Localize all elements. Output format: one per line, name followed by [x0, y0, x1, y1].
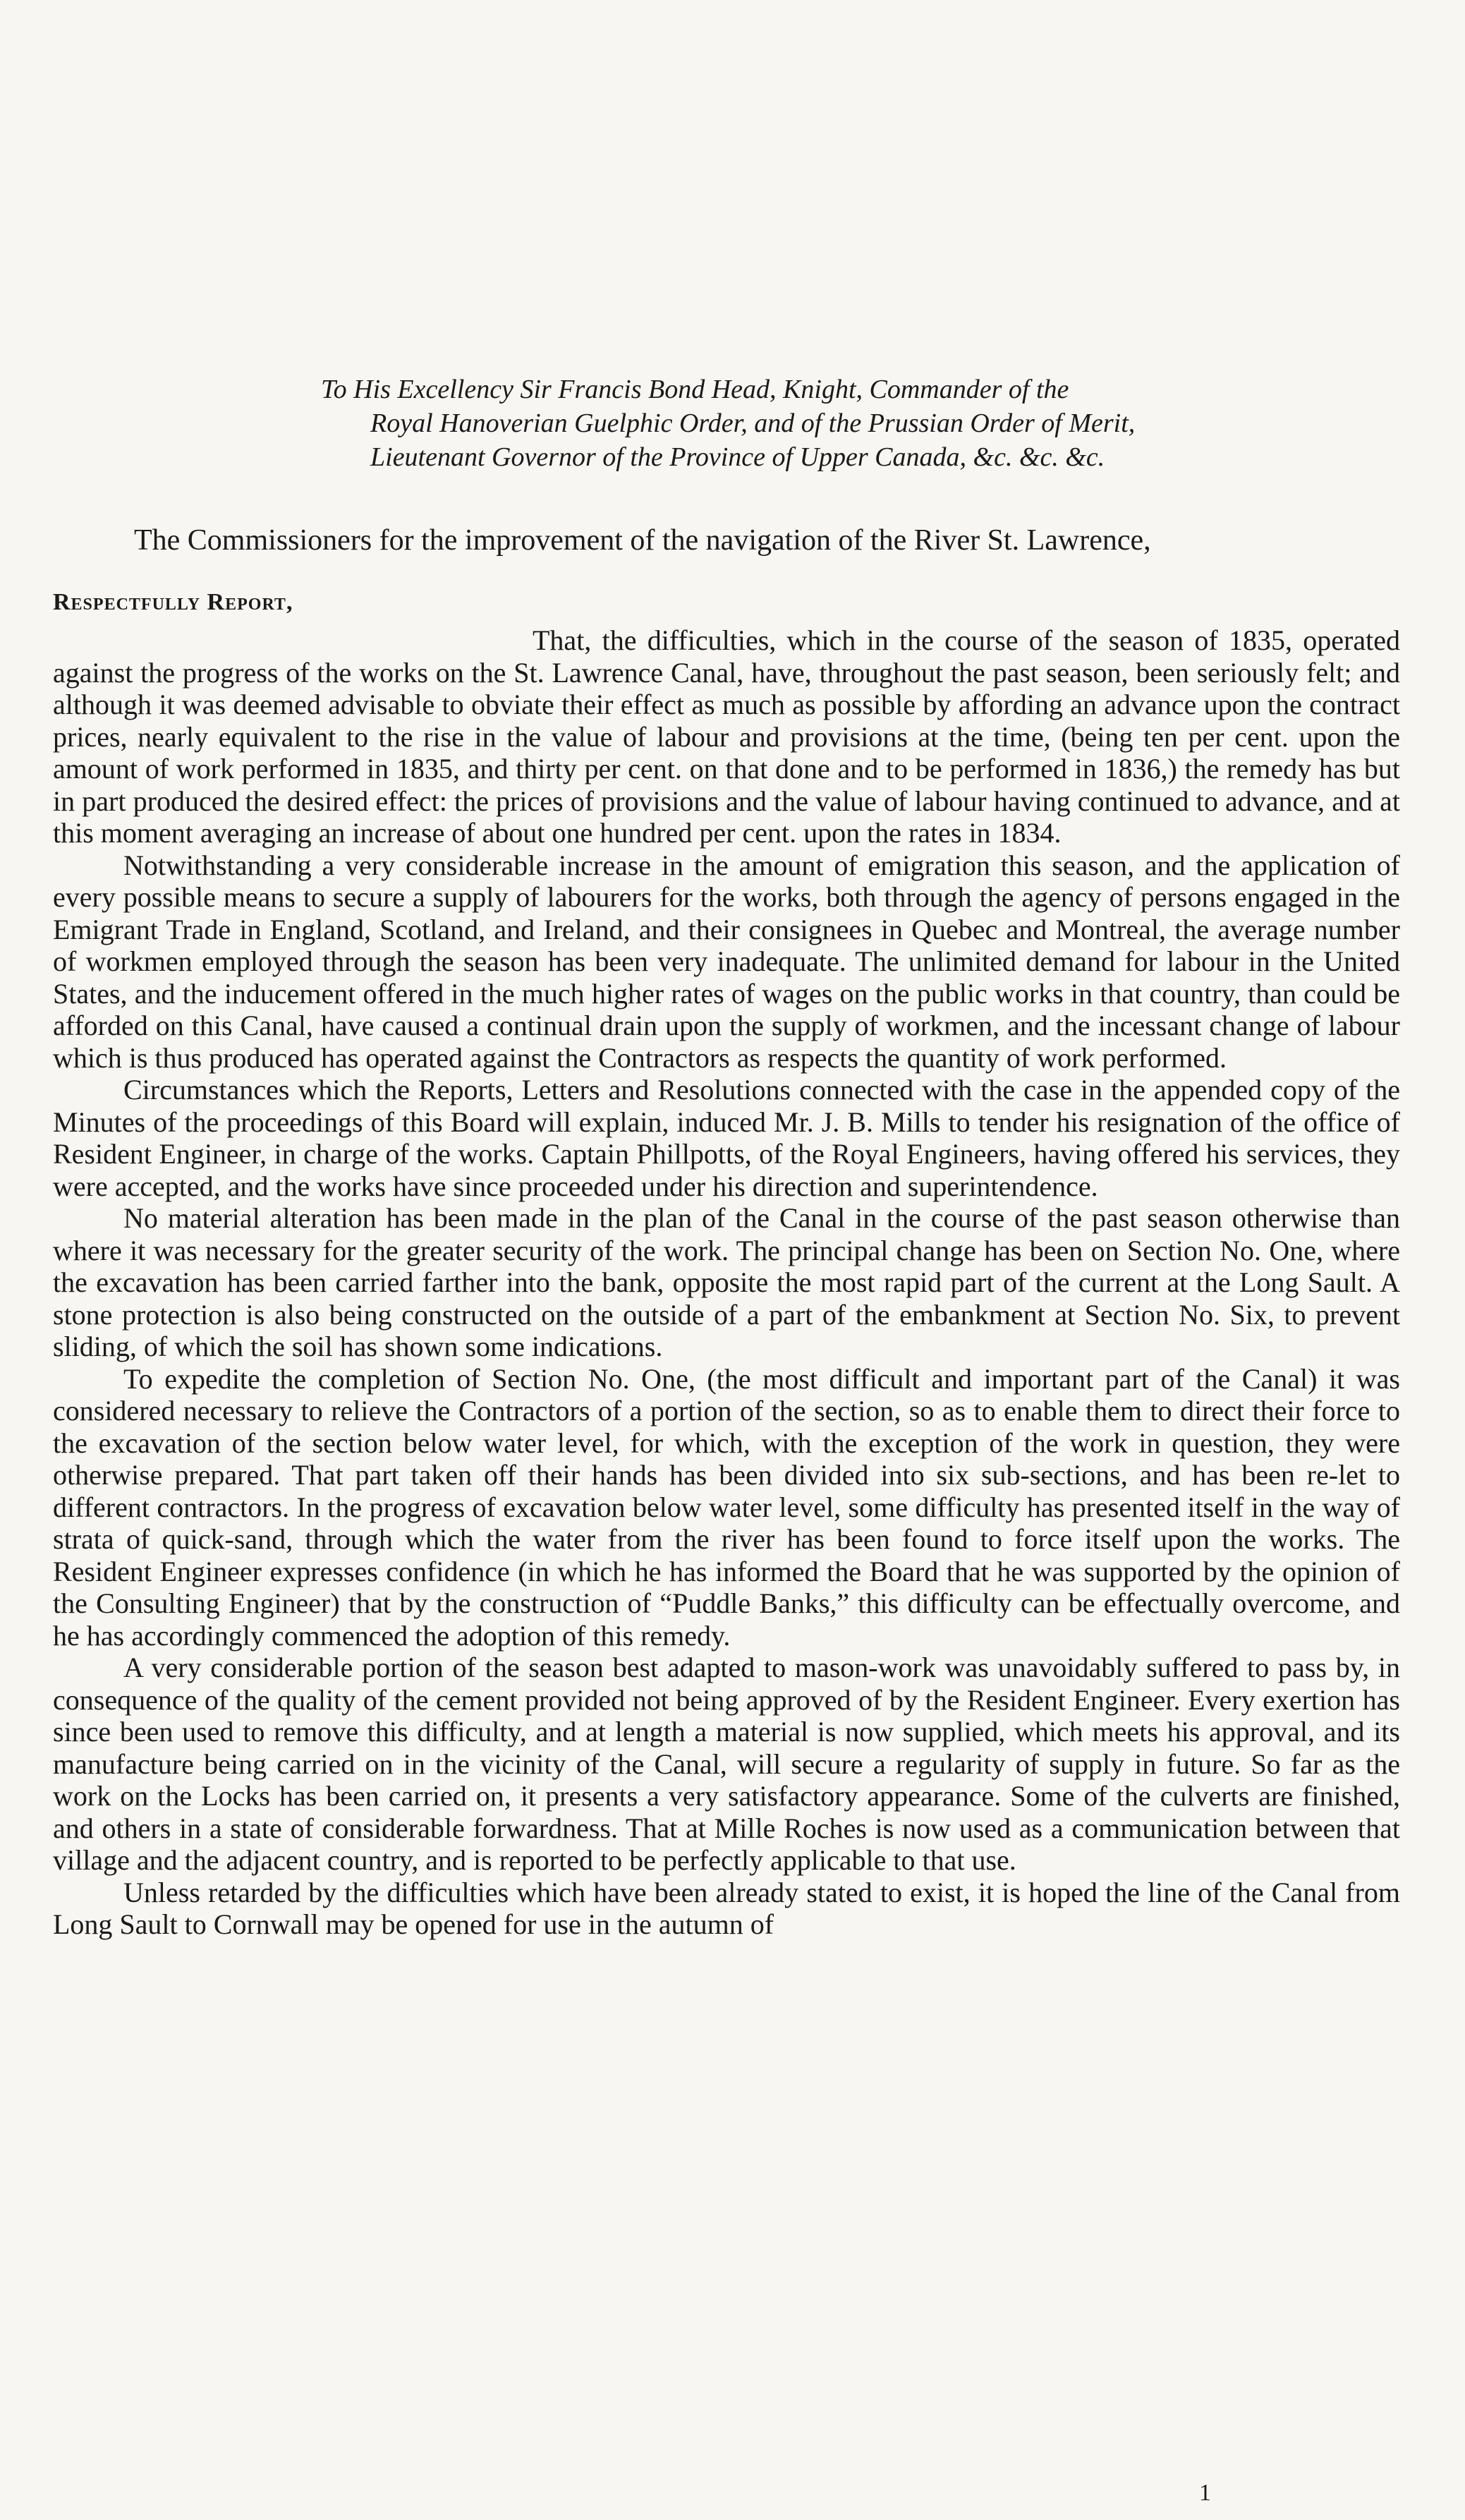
- paragraph-canal-plan: No material alteration has been made in the plan of the Canal in the course of the past season otherwise than where it was necessary for the greater security of the work. The principal change has been on Section No. One, where the excavation has been carried farther into the bank, opposite the most rapid part of the current at the Long Sault. A stone protection is also being constructed on the outside of a part of the embankment at Section No. Six, to prevent sliding, of which the soil has shown some indications.: [53, 1202, 1400, 1362]
- report-body: [53, 624, 1400, 1941]
- paragraph-mason-work: A very considerable portion of the season best adapted to mason-work was unavoidably suffered to pass by, in consequence of the quality of the cement provided not being approved of by the Resident Engineer. Every exertion has since been used to remove this difficulty, and at length a material is now supplied, which meets his approval, and its manufacture being carried on in the vicinity of the Canal, will secure a regularity of supply in future. So far as the work on the Locks has been carried on, it presents a very satisfactory appearance. Some of the culverts are finished, and others in a state of considerable forwardness. That at Mille Roches is now used as a communication between that village and the adjacent country, and is reported to be perfectly applicable to that use.: [53, 1652, 1400, 1876]
- address-block: [321, 372, 1379, 474]
- address-line-3: Lieutenant Governor of the Province of Upper Canada, &c. &c. &c.: [370, 442, 1105, 472]
- paragraph-opening-hope: Unless retarded by the difficulties which have been already stated to exist, it is hoped the line of the Canal from Long Sault to Cornwall may be opened for use in the autumn of: [53, 1876, 1400, 1940]
- paragraph-section-one: To expedite the completion of Section No. One, (the most difficult and important part of the Canal) it was considered necessary to relieve the Contractors of a portion of the section, so as to enable them to direct their force to the excavation of the section below water level, for which, with the exception of the work in question, they were otherwise prepared. That part taken off their hands has been divided into six sub-sections, and has been re-let to different contractors. In the progress of excavation below water level, some difficulty has presented itself in the way of strata of quick-sand, through which the water from the river has been found to force itself upon the works. The Resident Engineer expresses confidence (in which he has informed the Board that he was supported by the opinion of the Consulting Engineer) that by the construction of “Puddle Banks,” this difficulty can be effectually overcome, and he has accordingly commenced the adoption of this remedy.: [53, 1362, 1400, 1652]
- salutation: Respectfully Report,: [53, 589, 293, 615]
- address-line-2: Royal Hanoverian Guelphic Order, and of the Prussian Order of Merit,: [370, 408, 1136, 438]
- paragraph-difficulties: That, the difficulties, which in the course of the season of 1835, operated against the progress of the works on the St. Lawrence Canal, have, throughout the past season, been seriously felt; and although it was deemed advisable to obviate their effect as much as possible by affording an advance upon the contract prices, nearly equivalent to the rise in the value of labour and provisions at the time, (being ten per cent. upon the amount of work performed in 1835, and thirty per cent. on that done and to be performed in 1836,) the remedy has but in part produced the desired effect: the prices of provisions and the value of labour having continued to advance, and at this moment averaging an increase of about one hundred per cent. upon the rates in 1834.: [53, 624, 1400, 849]
- paragraph-resident-engineer: Circumstances which the Reports, Letters and Resolutions connected with the case in the appended copy of the Minutes of the proceedings of this Board will explain, induced Mr. J. B. Mills to tender his resignation of the office of Resident Engineer, in charge of the works. Captain Phillpotts, of the Royal Engineers, having offered his services, they were accepted, and the works have since proceeded under his direction and superintendence.: [53, 1074, 1400, 1202]
- opening-line: The Commissioners for the improvement of the navigation of the River St. Lawrence,: [134, 524, 1151, 557]
- address-line-1: To His Excellency Sir Francis Bond Head, Knight, Commander of the: [321, 375, 1069, 404]
- paragraph-emigration: Notwithstanding a very considerable increase in the amount of emigration this season, and the application of every possible means to secure a supply of labourers for the works, both through the agency of persons engaged in the Emigrant Trade in England, Scotland, and Ireland, and their consignees in Quebec and Montreal, the average number of workmen employed through the season has been very inadequate. The unlimited demand for labour in the United States, and the inducement offered in the much higher rates of wages on the public works in that country, than could be afforded on this Canal, have caused a continual drain upon the supply of workmen, and the incessant change of labour which is thus produced has operated against the Contractors as respects the quantity of work performed.: [53, 849, 1400, 1074]
- page-number: 1: [1199, 2480, 1211, 2506]
